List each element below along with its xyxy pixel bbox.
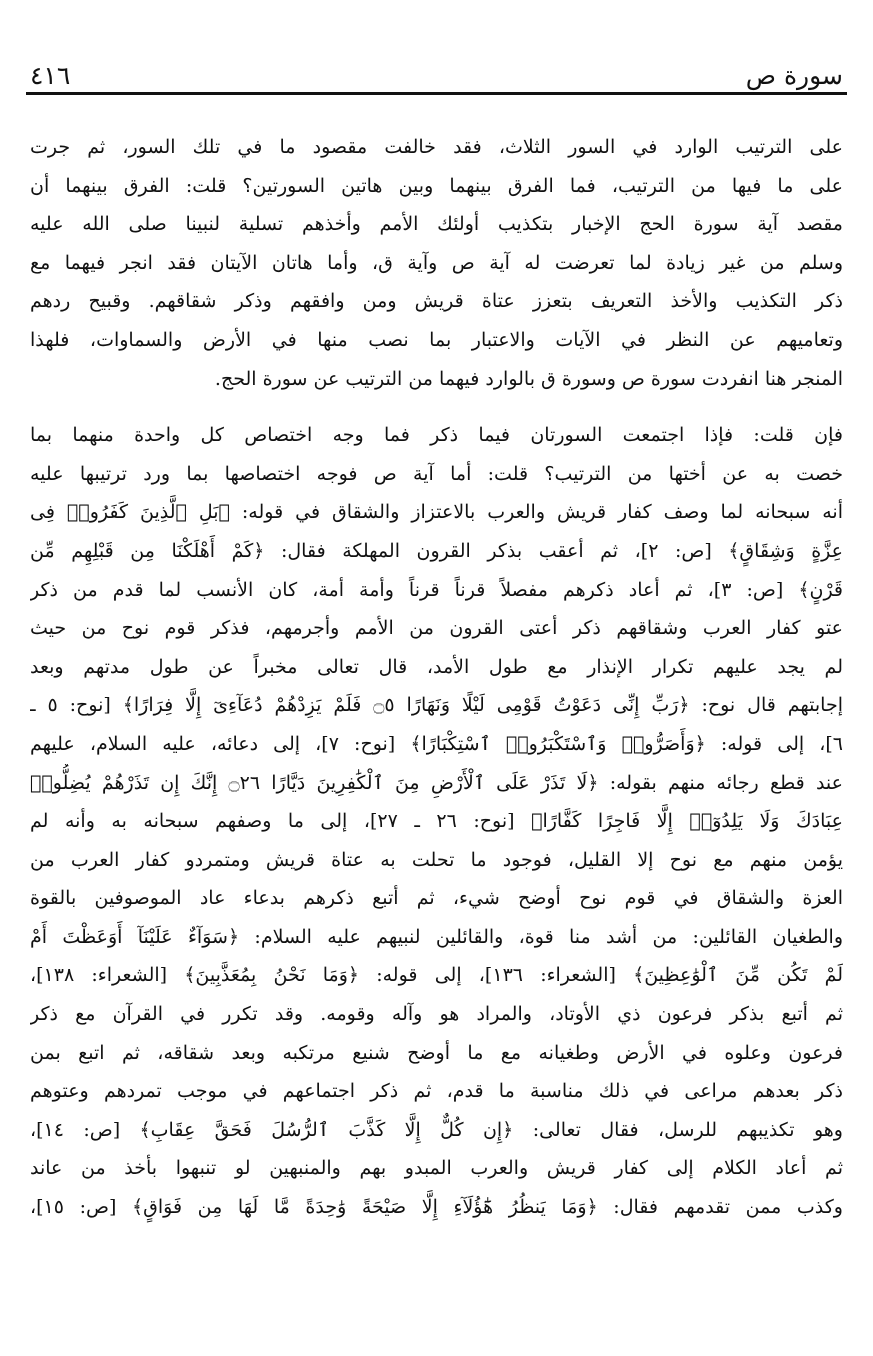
text-line: إجابتهم قال نوح: ﴿رَبِّ إِنِّى دَعَوْتُ قَوْمِى لَيْلًا وَنَهَارًا ۝٥ فَلَمْ يَزِدْهُمْ دُعَآءِىٓ إِلَّا فِرَارًا﴾ [نوح: ٥ ـ — [30, 694, 843, 717]
text-line: ثم أعاد الكلام إلى كفار قريش والعرب المبدو بهم والمنبهين لو تنبهوا بأخذ من عاند — [30, 1157, 843, 1180]
text-line: وتعاميهم عن النظر في الآيات والاعتبار بما نصب منها في الأرض والسماوات، فلهذا — [30, 328, 843, 351]
text-line: عتو كفار العرب وشقاقهم ذكر أعتى القرون من الأمم وأجرمهم، فذكر قوم نوح من حيث — [30, 617, 843, 640]
paragraph-gap — [30, 398, 843, 416]
text-line: على الترتيب الوارد في السور الثلاث، فقد خالفت مقصود ما في تلك السور، ثم جرت — [30, 136, 843, 158]
page-body — [30, 128, 843, 1227]
text-line: فرعون وعلوه في الأرض وطغيانه مع ما أوضح شنيع مرتكبه وبعد شقاقه، ثم اتبع بمن — [30, 1041, 843, 1064]
text-line: قَرْنٍ﴾ [ص: ٣]، ثم أعاد ذكرهم مفصلاً قرناً قرناً وأمة أمة، كان الأنسب لما قدم من ذكر — [30, 578, 843, 601]
text-line: ٦]، إلى قوله: ﴿وَأَصَرُّوا۟ وَٱسْتَكْبَرُوا۟ ٱسْتِكْبَارًا﴾ [نوح: ٧]، إلى دعائه، عليه السلام، عليهم — [30, 732, 843, 755]
text-line: ذكر التكذيب والأخذ التعريف بتعزز عتاة قريش ومن وافقهم وذكر شقاقهم. وقبيح ردهم — [30, 290, 843, 313]
paragraph-2 — [30, 416, 843, 1226]
text-line: العزة والشقاق في قوم نوح أوضح شيء، ثم أتبع ذكرهم بدعاء عاد الموصوفين بالقوة — [30, 887, 843, 910]
text-line: خصت به عن أختها من الترتيب؟ قلت: أما آية ص فوجه اختصاصها بما ورد ترتيبها عليه — [30, 462, 843, 485]
paragraph-1 — [30, 128, 843, 398]
header-rule — [26, 92, 847, 95]
text-line: عِزَّةٍ وَشِقَاقٍ﴾ [ص: ٢]، ثم أعقب بذكر القرون المهلكة فقال: ﴿كَمْ أَهْلَكْنَا مِن قَبْلِهِم مِّن — [30, 539, 843, 562]
page-header — [30, 48, 843, 88]
text-line: فإن قلت: فإذا اجتمعت السورتان فيما ذكر فما وجه اختصاص كل واحدة منهما بما — [30, 424, 843, 447]
text-line: وهو تكذيبهم للرسل، فقال تعالى: ﴿إِن كُلٌّ إِلَّا كَذَّبَ ٱلرُّسُلَ فَحَقَّ عِقَابِ﴾ [ص: ١٤]، — [30, 1118, 843, 1141]
text-line: عند قطع رجائه منهم بقوله: ﴿لَا تَذَرْ عَلَى ٱلْأَرْضِ مِنَ ٱلْكَٰفِرِينَ دَيَّارًا ۝٢٦ إِنَّكَ إِن تَذَرْهُمْ يُضِلُّوا۟ — [30, 771, 843, 794]
text-line: وكذب ممن تقدمهم فقال: ﴿وَمَا يَنظُرُ هَٰٓؤُلَآءِ إِلَّا صَيْحَةً وَٰحِدَةً مَّا لَهَا مِن فَوَاقٍ﴾ [ص: ١٥]، — [30, 1196, 843, 1219]
text-line: أنه سبحانه لما وصف كفار قريش والعرب بالاعتزاز والشقاق في قوله: ﴿بَلِ ٱلَّذِينَ كَفَرُوا۟ فِى — [30, 501, 843, 524]
text-line: والطغيان القائلين: من أشد منا قوة، والقائلين لنبيهم عليه السلام: ﴿سَوَآءٌ عَلَيْنَآ أَوَعَظْتَ أَمْ — [30, 925, 843, 948]
text-line: لم يجد عليهم تكرار الإنذار مع طول الأمد، قال تعالى مخبراً عن طول مدتهم وبعد — [30, 655, 843, 678]
text-line: على ما فيها من الترتيب، فما الفرق بينهما وبين هاتين السورتين؟ قلت: الفرق بينهما أن — [30, 174, 843, 197]
text-line: يؤمن منهم مع نوح إلا القليل، فوجود ما تحلت به عتاة قريش ومتمردو كفار العرب من — [30, 848, 843, 871]
text-line: لَمْ تَكُن مِّنَ ٱلْوَٰعِظِينَ﴾ [الشعراء: ١٣٦]، إلى قوله: ﴿وَمَا نَحْنُ بِمُعَذَّبِينَ﴾ [الشعراء: ١٣٨]، — [30, 964, 843, 987]
text-line: ذكر بعدهم مراعى في ذلك مناسبة ما قدم، ثم ذكر اجتماعهم في موجب تمردهم وعتوهم — [30, 1080, 843, 1103]
text-line: مقصد آية سورة الحج الإخبار بتكذيب أولئك الأمم وأخذهم تسلية لنبينا صلى الله عليه — [30, 213, 843, 236]
text-line: ثم أتبع بذكر فرعون ذي الأوتاد، والمراد هو وآله وقومه. وقد تكرر في القرآن مع ذكر — [30, 1003, 843, 1026]
text-line: عِبَادَكَ وَلَا يَلِدُوٓا۟ إِلَّا فَاجِرًا كَفَّارًا﴾ [نوح: ٢٦ ـ ٢٧]، إلى ما وصفهم سبحانه به وأنه لم — [30, 810, 843, 833]
surah-title: سورة ص — [745, 61, 843, 90]
text-line: المنجر هنا انفردت سورة ص وسورة ق بالوارد فيهما من الترتيب عن سورة الحج. — [214, 367, 843, 390]
text-line: وسلم من غير زيادة لما تعرضت له آية ص وآية ق، وأما هاتان الآيتان فقد انجر فيهما مع — [30, 251, 843, 274]
page-number: ٤١٦ — [30, 61, 71, 90]
